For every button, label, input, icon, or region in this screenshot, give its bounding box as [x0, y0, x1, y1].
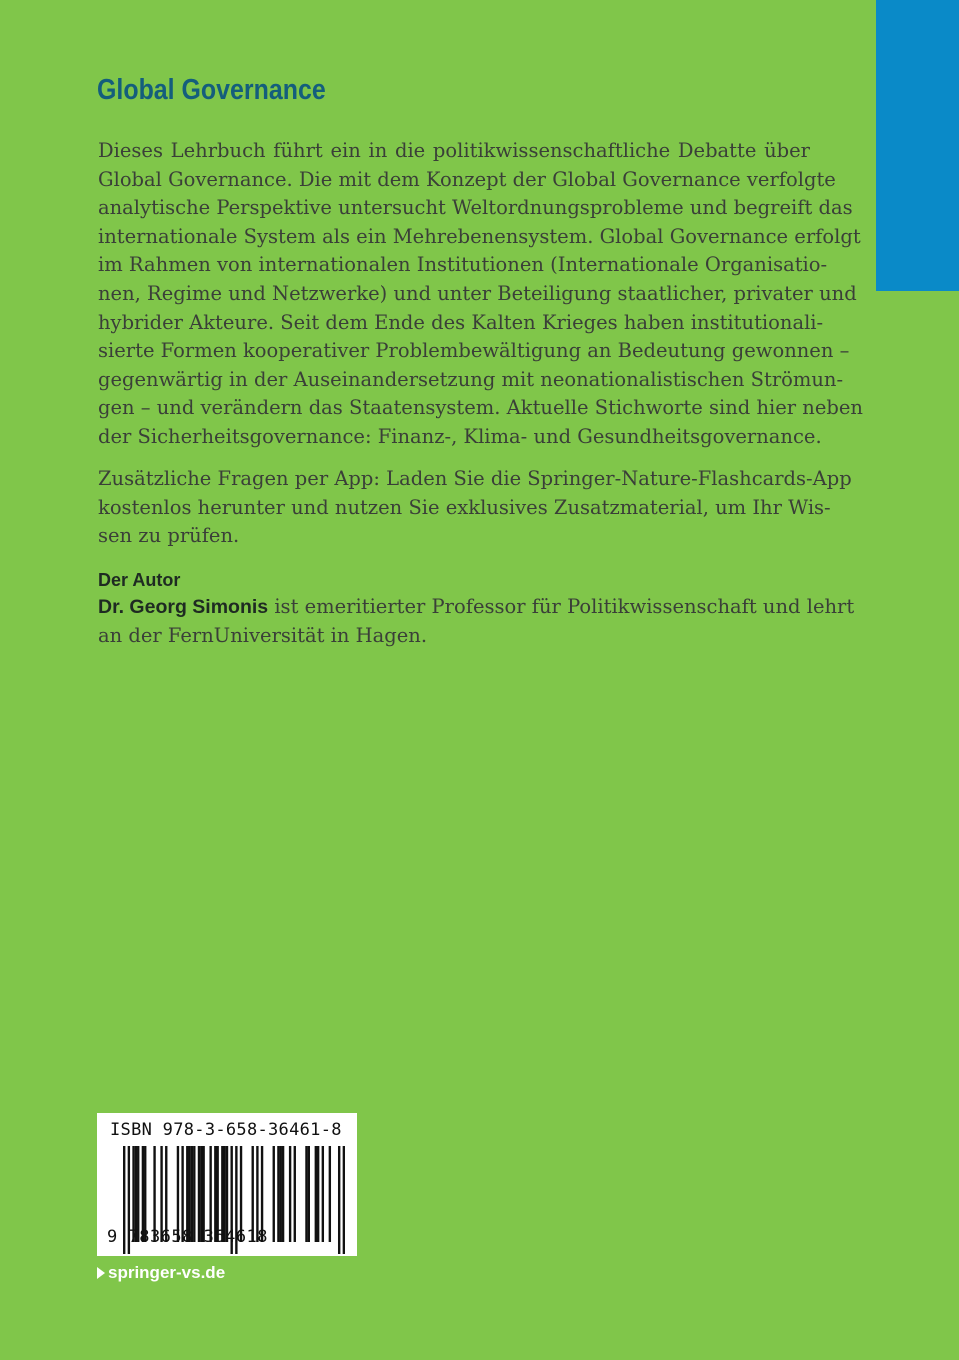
app-note — [98, 465, 852, 551]
description-line: gegenwärtig in der Auseinandersetzung mit neonationalistischen Strömun- — [98, 367, 844, 391]
barcode-bar — [338, 1146, 340, 1254]
isbn-barcode-box — [97, 1113, 357, 1256]
book-description — [98, 137, 863, 452]
barcode-bar — [315, 1146, 317, 1242]
description-line: nen, Regime und Netzwerke) und unter Beteiligung staatlicher, privater und — [98, 281, 857, 305]
app-note-line: kostenlos herunter und nutzen Sie exklusives Zusatzmaterial, um Ihr Wis- — [98, 495, 831, 519]
description-line: Global Governance. Die mit dem Konzept der Global Governance verfolgte — [98, 167, 836, 191]
color-tab — [876, 0, 959, 291]
description-line: internationale System als ein Mehrebenensystem. Global Governance erfolgt — [98, 224, 861, 248]
description-line: der Sicherheitsgovernance: Finanz-, Klima- und Gesundheitsgovernance. — [98, 424, 822, 448]
barcode-bar — [305, 1146, 307, 1242]
author-heading: Der Autor — [98, 570, 181, 590]
barcode-bar — [329, 1146, 331, 1242]
description-line: sierte Formen kooperativer Problembewältigung an Bedeutung gewonnen – — [98, 339, 850, 363]
barcode-bar — [273, 1146, 275, 1242]
app-note-line: sen zu prüfen. — [98, 524, 240, 548]
barcode-bar — [317, 1146, 319, 1242]
barcode-bar — [294, 1146, 296, 1242]
barcode-bar — [277, 1146, 279, 1242]
description-line: hybrider Akteure. Seit dem Ende des Kalten Krieges haben institutionali- — [98, 310, 824, 334]
description-line: gen – und verändern das Staatensystem. Aktuelle Stichworte sind hier neben — [98, 396, 863, 420]
publisher-link[interactable] — [97, 1261, 225, 1285]
description-line: im Rahmen von internationalen Institutionen (Internationale Organisatio- — [98, 253, 828, 277]
author-name: Dr. Georg Simonis — [98, 596, 269, 618]
barcode-bar — [343, 1146, 345, 1254]
arrow-right-icon — [97, 1267, 105, 1279]
author-bio-line: an der FernUniversität in Hagen. — [98, 623, 428, 647]
author-bio — [98, 593, 855, 650]
description-line: Dieses Lehrbuch führt ein in die politikwissenschaftliche Debatte über — [98, 139, 810, 162]
description-line: analytische Perspektive untersucht Weltordnungsprobleme und begreift das — [98, 196, 853, 220]
barcode-bar — [308, 1146, 310, 1242]
book-title: Global Governance — [97, 74, 326, 106]
barcode-digits: 9 783658 364618 — [107, 1227, 269, 1247]
isbn-label: ISBN 978-3-658-36461-8 — [110, 1120, 342, 1140]
publisher-url: springer-vs.de — [108, 1263, 226, 1282]
barcode-bar — [322, 1146, 324, 1242]
app-note-line: Zusätzliche Fragen per App: Laden Sie die Springer-Nature-Flashcards-App — [98, 467, 852, 490]
barcode-bar — [282, 1146, 284, 1242]
author-bio-line — [98, 593, 855, 622]
author-bio-text: ist emeritierter Professor für Politikwissenschaft und lehrt — [268, 595, 855, 618]
barcode-bar — [280, 1146, 282, 1242]
barcode-bar — [289, 1146, 291, 1242]
